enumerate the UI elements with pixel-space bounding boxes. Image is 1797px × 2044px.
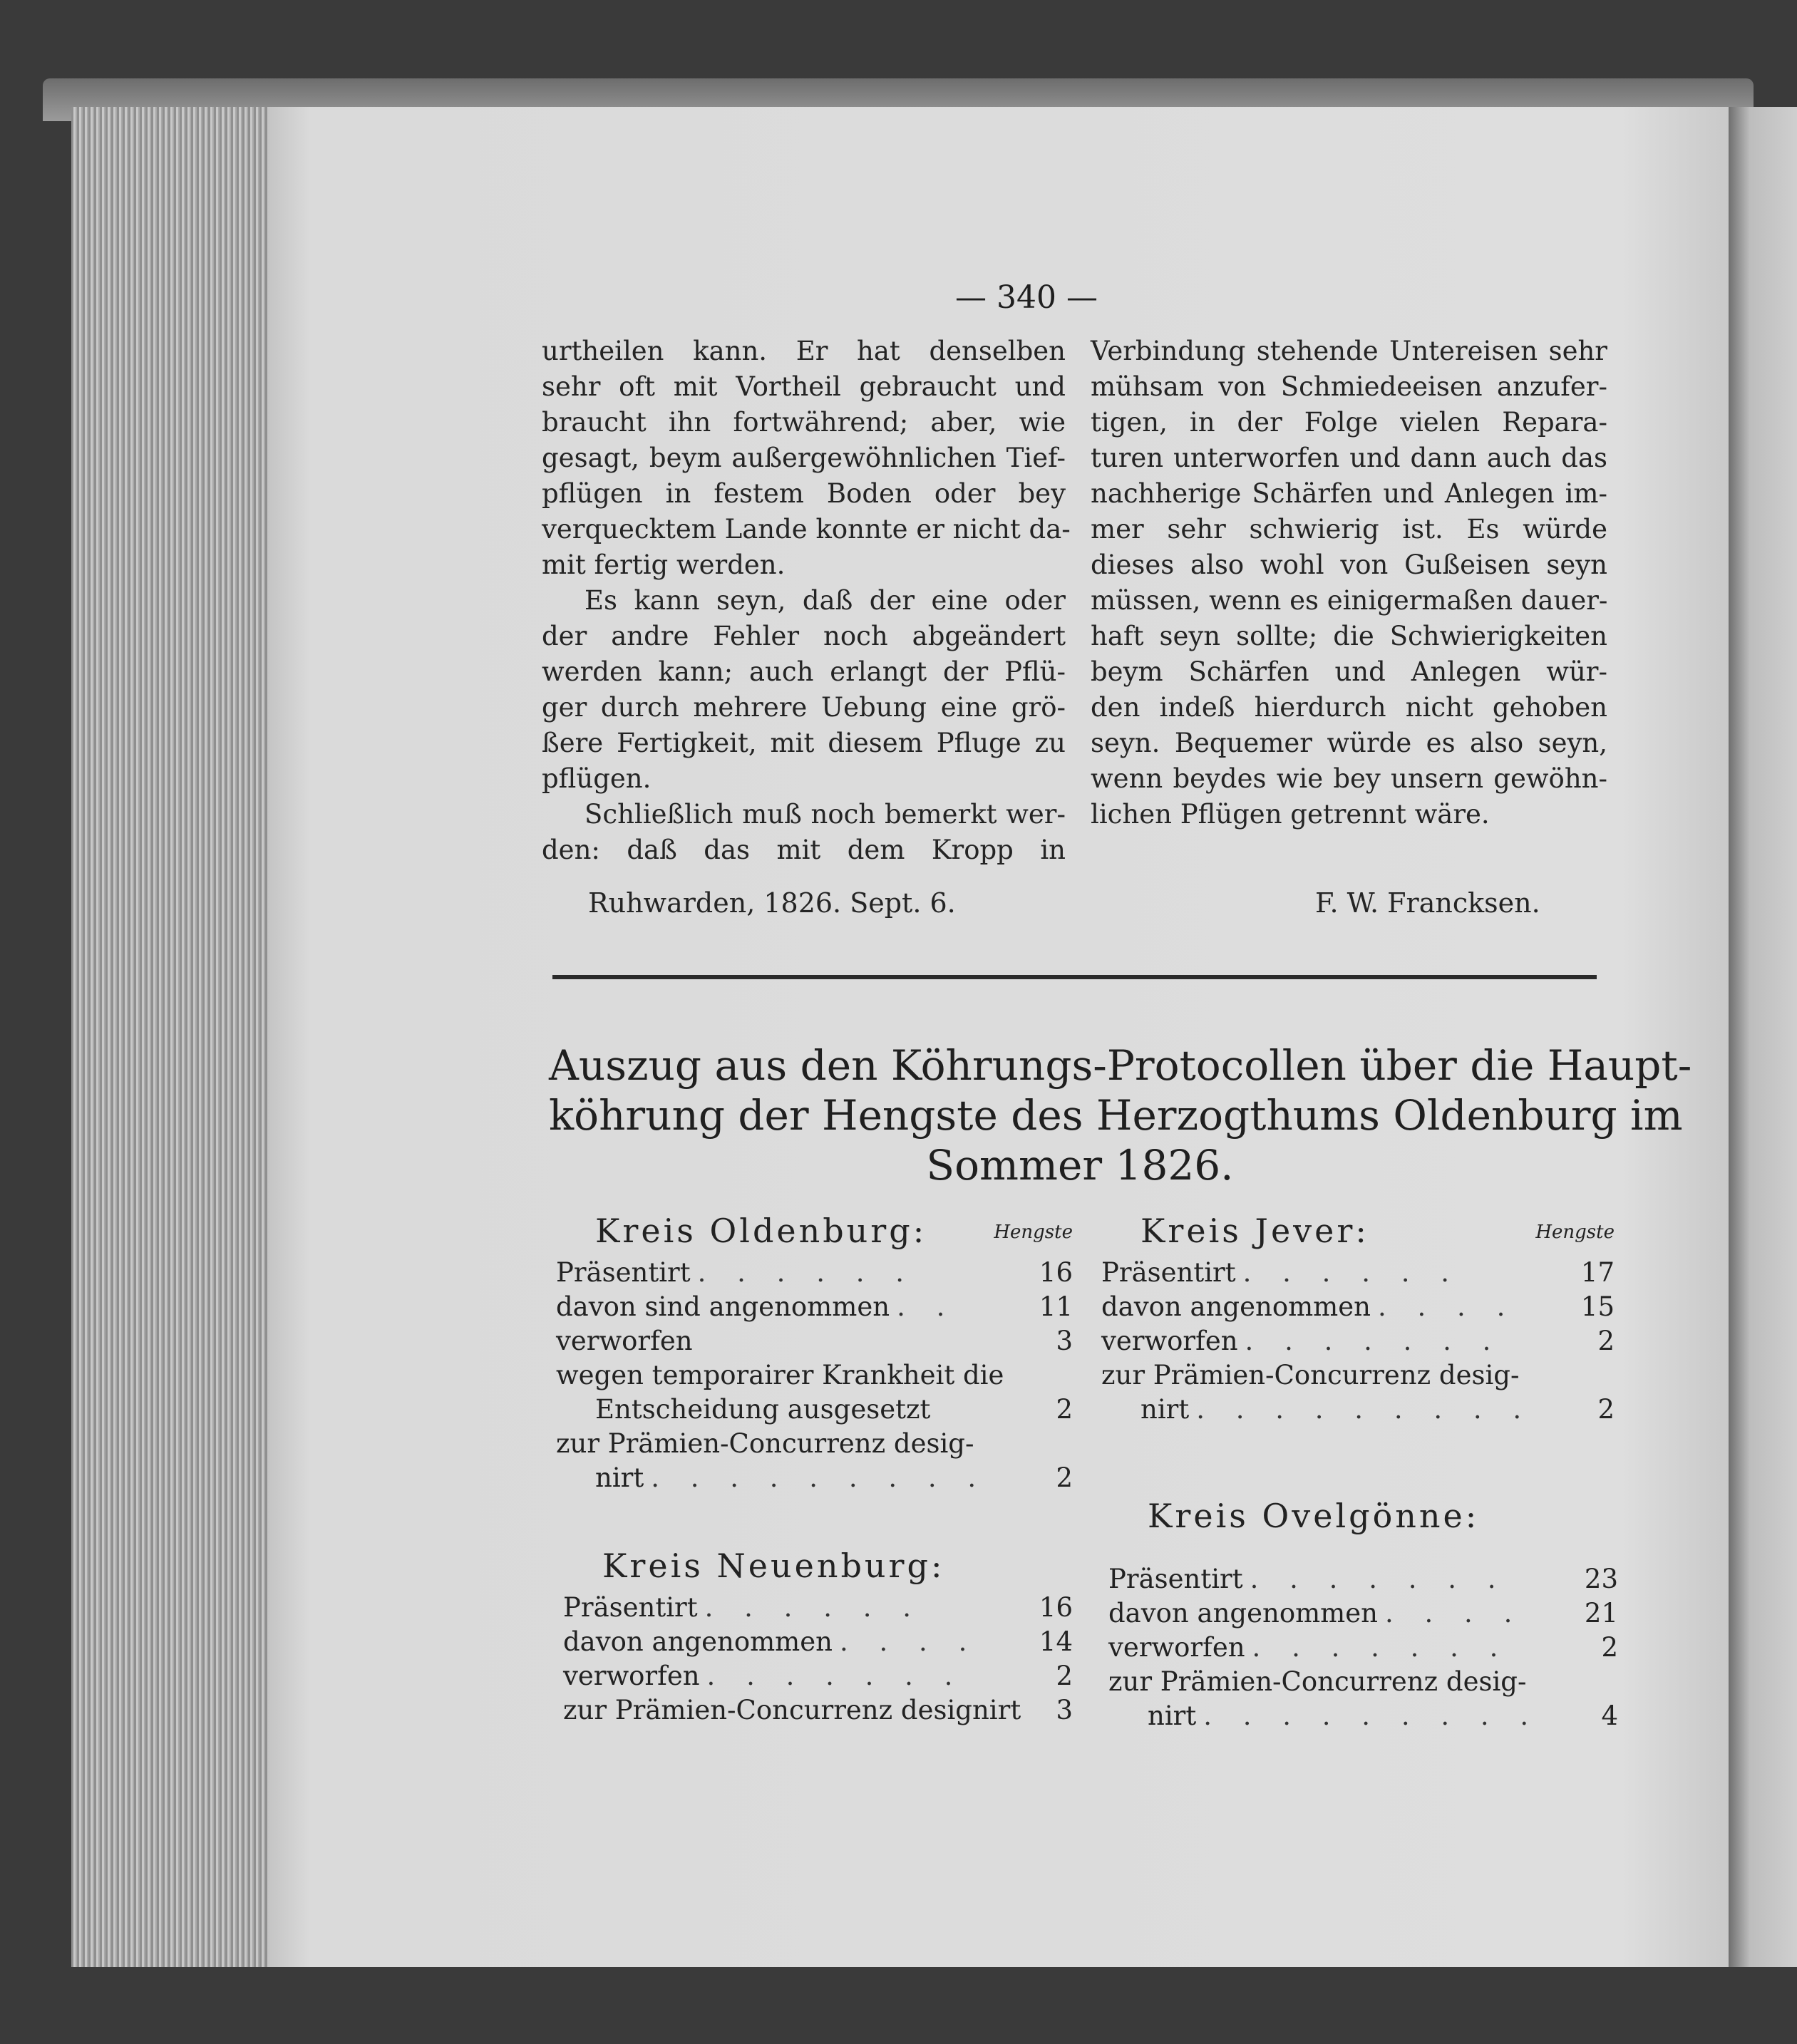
- text-line: müssen, wenn es einigermaßen dauer-: [1091, 585, 1608, 616]
- text-line: dieses also wohl von Gußeisen seyn: [1091, 549, 1607, 580]
- stat-row: nirt . . . . . . . . . 2: [1140, 1394, 1615, 1425]
- next-page-edge: [1729, 107, 1797, 1967]
- section-divider: [552, 975, 1597, 979]
- text-line: tigen, in der Folge vielen Repara-: [1091, 407, 1607, 438]
- unit-label: Hengste: [1535, 1222, 1615, 1243]
- text-line: den: daß das mit dem Kropp in: [542, 835, 1066, 865]
- text-line: gesagt, beym außergewöhnlichen Tief-: [542, 443, 1066, 473]
- book-page-block: [71, 107, 271, 1967]
- stat-row: davon angenommen . . . . 14: [563, 1626, 1073, 1657]
- text-line: nachherige Schärfen und Anlegen im-: [1091, 478, 1607, 509]
- author-signature: F. W. Francksen.: [1315, 887, 1540, 919]
- stat-row: davon angenommen . . . . 15: [1101, 1291, 1615, 1322]
- unit-label: Hengste: [994, 1222, 1073, 1243]
- stat-row: Präsentirt . . . . . . . 23: [1108, 1564, 1618, 1594]
- text-line: verquecktem Lande konnte er nicht da-: [542, 514, 1071, 544]
- text-line: Verbindung stehende Untereisen sehr: [1091, 336, 1607, 366]
- text-line: Es kann seyn, daß der eine oder: [585, 585, 1066, 616]
- text-line: der andre Fehler noch abgeändert: [542, 621, 1066, 651]
- text-line: Schließlich muß noch bemerkt wer-: [585, 799, 1066, 830]
- stat-row: wegen temporairer Krankheit die: [556, 1360, 1004, 1390]
- heading-line: Auszug aus den Köhrungs-Protocollen über die Haupt-: [549, 1041, 1692, 1090]
- text-line: sehr oft mit Vortheil gebraucht und: [542, 371, 1066, 402]
- text-line: mühsam von Schmiedeeisen anzufer-: [1091, 371, 1607, 402]
- heading-line: Sommer 1826.: [926, 1141, 1234, 1189]
- district-oldenburg: [556, 1212, 1073, 1497]
- stat-row: zur Prämien-Concurrenz desig-: [1108, 1666, 1527, 1697]
- stat-row: zur Prämien-Concurrenz desig-: [556, 1428, 974, 1459]
- text-line: mit fertig werden.: [542, 549, 786, 580]
- stat-row: Präsentirt . . . . . . 16: [563, 1592, 1073, 1623]
- text-line: haft seyn sollte; die Schwierigkeiten: [1091, 621, 1607, 651]
- page-number: — 340 —: [955, 279, 1098, 316]
- heading-line: köhrung der Hengste des Herzogthums Oldenburg im: [549, 1091, 1683, 1140]
- district-ovelgoenne: [1108, 1497, 1618, 1735]
- stat-row: nirt . . . . . . . . . 2: [595, 1462, 1073, 1493]
- text-line: turen unterworfen und dann auch das: [1091, 443, 1607, 473]
- district-title: Kreis Neuenburg:: [602, 1547, 945, 1585]
- stat-row: zur Prämien-Concurrenz desig-: [1101, 1360, 1520, 1390]
- text-line: urtheilen kann. Er hat denselben: [542, 336, 1066, 366]
- text-line: den indeß hierdurch nicht gehoben: [1091, 692, 1607, 723]
- text-line: werden kann; auch erlangt der Pflü-: [542, 656, 1066, 687]
- stat-row: verworfen . . . . . . . 2: [1108, 1632, 1618, 1663]
- district-title: Kreis Oldenburg:: [595, 1212, 927, 1250]
- text-line: ger durch mehrere Uebung eine grö-: [542, 692, 1066, 723]
- text-line: wenn beydes wie bey unsern gewöhn-: [1091, 763, 1607, 794]
- text-line: mer sehr schwierig ist. Es würde: [1091, 514, 1607, 544]
- left-text-column: [542, 334, 1071, 868]
- dateline: Ruhwarden, 1826. Sept. 6.: [588, 887, 956, 919]
- right-text-column: [1091, 334, 1607, 832]
- stat-row: verworfen . . . . . . . 2: [1101, 1326, 1615, 1356]
- district-title: Kreis Ovelgönne:: [1148, 1497, 1480, 1535]
- text-line: beym Schärfen und Anlegen wür-: [1091, 656, 1607, 687]
- text-line: ßere Fertigkeit, mit diesem Pfluge zu: [542, 728, 1066, 758]
- text-line: pflügen in festem Boden oder bey: [542, 478, 1066, 509]
- district-jever: [1101, 1212, 1615, 1428]
- section-heading: [549, 1041, 1692, 1190]
- district-neuenburg: [563, 1547, 1073, 1729]
- text-line: lichen Pflügen getrennt wäre.: [1091, 799, 1490, 830]
- stat-row: davon sind angenommen . . 11: [556, 1291, 1073, 1322]
- stat-row: davon angenommen . . . . 21: [1108, 1598, 1618, 1629]
- stat-row: Präsentirt . . . . . . 16: [556, 1257, 1073, 1288]
- text-line: seyn. Bequemer würde es also seyn,: [1091, 728, 1607, 758]
- stat-row: verworfen 3: [556, 1326, 1073, 1356]
- text-line: braucht ihn fortwährend; aber, wie: [542, 407, 1066, 438]
- stat-row: verworfen . . . . . . . 2: [563, 1661, 1073, 1691]
- district-title: Kreis Jever:: [1140, 1212, 1369, 1250]
- text-line: pflügen.: [542, 763, 652, 794]
- stat-row: Entscheidung ausgesetzt 2: [595, 1394, 1073, 1425]
- stat-row: Präsentirt . . . . . . 17: [1101, 1257, 1615, 1288]
- stat-row: zur Prämien-Concurrenz designirt 3: [563, 1695, 1073, 1725]
- stat-row: nirt . . . . . . . . . 4: [1148, 1700, 1618, 1731]
